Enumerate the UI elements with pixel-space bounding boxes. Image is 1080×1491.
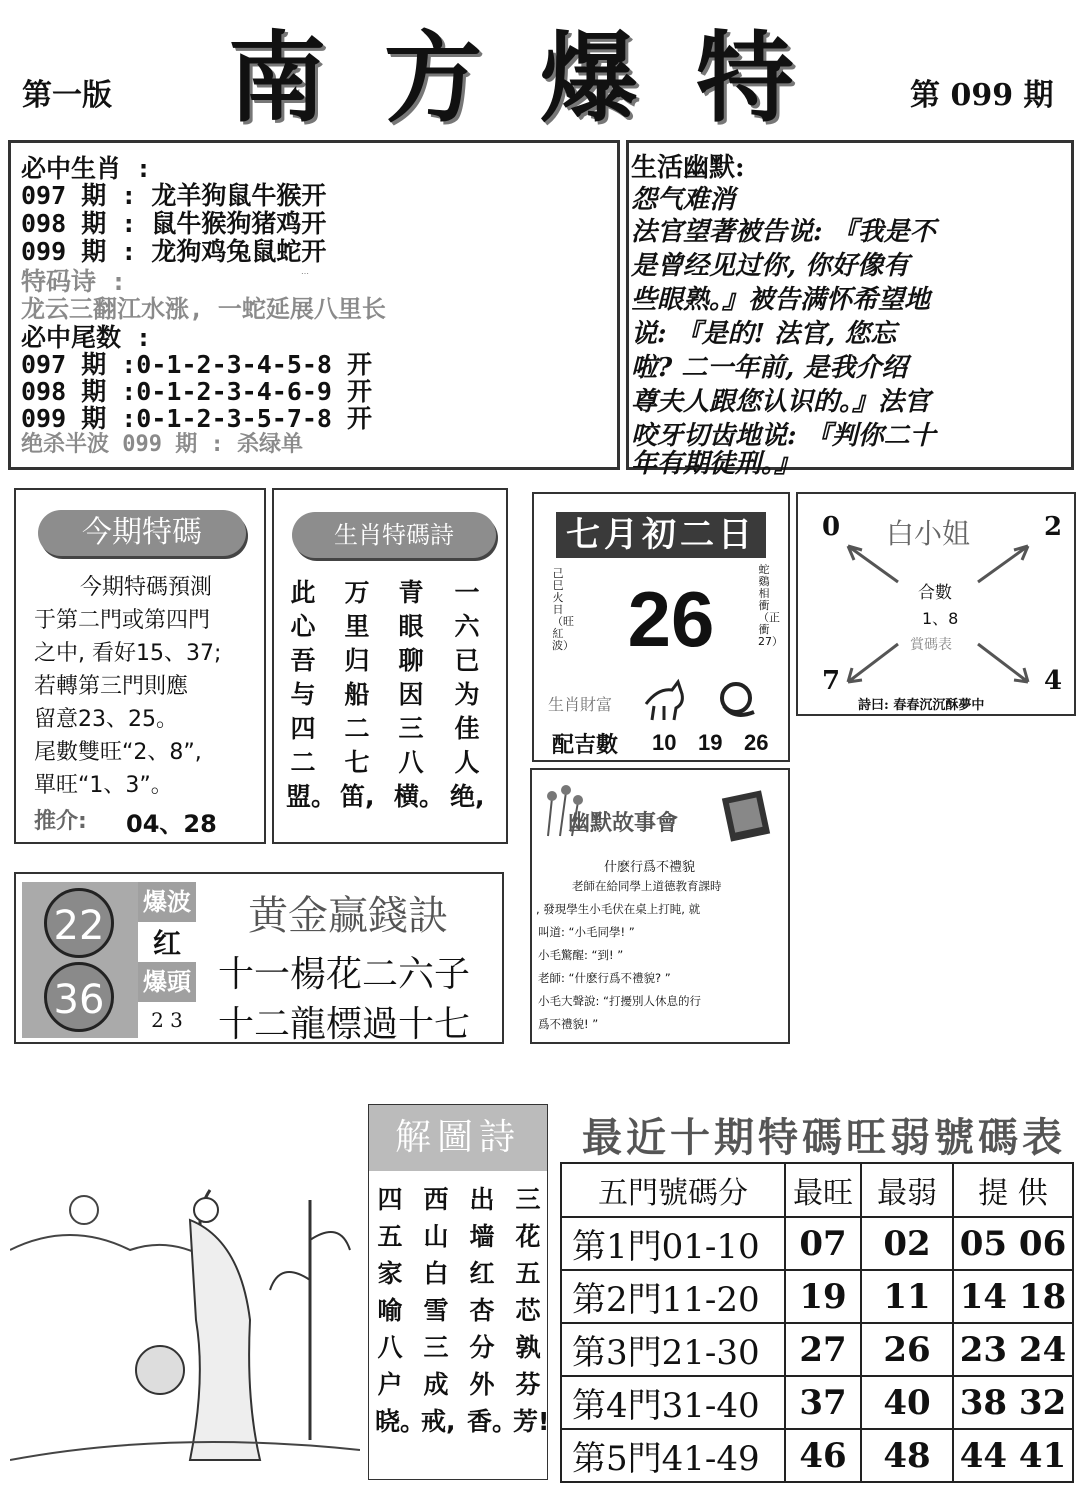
table-cell: 46 [785,1429,861,1482]
story-line: 小毛驚醒: “到! ” [538,948,624,962]
tail-line: 098 期 :0-1-2-3-4-6-9 开 [21,377,373,406]
humor-line: 怨气难消 [631,185,736,215]
zodiac-poem-box [272,488,508,844]
story-line: 爲不禮貌! ” [538,1017,599,1031]
miss-bai-poem: 詩曰: 春春沉沉酥夢中 [858,698,985,713]
tail-line: 099 期 :0-1-2-3-5-7-8 开 [21,404,373,433]
story-line: 叫道: “小毛同學! ” [538,925,635,939]
issue-number: 第 099 期 [910,78,1054,113]
story-heading: 幽默故事會 [568,810,679,836]
miss-bai-box [796,492,1076,716]
table-row [561,1270,1073,1323]
prediction-line: 若轉第三門則應 [34,674,189,699]
corner-number: 0 [822,512,841,542]
poem-text: 龙云三翻江水涨, 一蛇延展八里长 [21,295,386,323]
zodiac-title: 必中生肖 : [21,154,152,183]
table-cell: 第5門41-49 [561,1429,785,1482]
calendar-header: 七月初二日 [556,512,766,558]
number-circle: 22 [44,888,114,958]
humor-line: 些眼熟。』被告满怀希望地 [631,285,931,315]
wave-color: 红 [152,927,181,960]
corner-number: 4 [1044,666,1063,696]
prediction-line: 留意23、25。 [34,707,178,732]
sub-label: 賞碼表 [910,637,952,653]
table-header: 五門號碼分 [561,1163,785,1217]
sum-label: 合數 [918,583,952,603]
calendar-left-note: 己巳火日（旺紅波） [552,567,574,652]
humor-line: 说: 『是的! 法官, 您忘 [631,319,897,349]
miss-bai-title: 白小姐 [886,517,971,550]
calendar-day: 26 [627,575,715,663]
poem-column: 青眼聊因三八横。 [394,578,445,811]
table-cell: 07 [785,1217,861,1270]
riddle-column: 出墙红杏分外香。 [467,1185,518,1436]
table-cell: 02 [861,1217,953,1270]
table-row [561,1323,1073,1376]
zodiac-box [8,140,620,470]
table-cell: 19 [785,1270,861,1323]
this-issue-box [14,488,266,844]
this-issue-heading: 今期特碼 [38,510,246,556]
prediction-line: 于第二門或第四門 [34,608,211,633]
humor-line: 法官望著被告说: 『我是不 [631,217,936,247]
calendar-right-note: 蛇鷄相衝（正衝27） [758,563,783,648]
number-circle: 36 [44,962,114,1032]
edition-label: 第一版 [22,78,112,113]
humor-heading: 生活幽默: [631,153,745,183]
gold-line: 十一楊花二六子 [218,954,471,995]
prediction-line: 單旺“1、3”。 [34,773,173,798]
humor-line: 年有期徒刑。』 [631,449,801,479]
humor-line: 咬牙切齿地说: 『判你二十 [631,421,936,451]
poem-column: 此心吾与四二盟。 [286,578,337,811]
scholar-illustration [10,1180,360,1480]
lucky-number: 10 [652,730,677,755]
humor-line: 是曾经见过你, 你好像有 [631,251,910,281]
fine-print: … [301,267,309,276]
head-digits: 2 3 [151,1008,183,1032]
riddle-column: 三花五芯孰芬芳! [513,1185,550,1436]
horse-snake-icon [638,674,778,724]
story-box [530,768,790,1044]
recommend-value: 04、28 [126,810,217,838]
story-title: 什麽行爲不禮貌 [604,860,696,875]
zodiac-line: 099 期 : 龙狗鸡兔鼠蛇开 [21,237,327,266]
corner-number: 7 [822,666,841,696]
table-cell: 48 [861,1429,953,1482]
table-cell: 40 [861,1376,953,1429]
tail-title: 必中尾数 : [21,323,152,352]
table-cell: 37 [785,1376,861,1429]
riddle-box [368,1104,548,1480]
riddle-column: 西山白雪三成戒, [421,1185,456,1436]
prediction-line: 今期特碼預測 [80,575,213,600]
table-row [561,1217,1073,1270]
story-line: 老師在給同學上道德教育課時 [572,879,722,893]
lucky-label: 配吉數 [552,732,619,758]
tail-line: 097 期 :0-1-2-3-4-5-8 开 [21,350,373,379]
lucky-number: 26 [744,730,769,755]
poem-column: 一六已为佳人绝, [450,578,485,811]
poem-column: 万里归船二七笛, [340,578,375,811]
table-header-row [561,1163,1073,1217]
table-cell: 38 32 [953,1376,1073,1429]
lucky-number: 19 [698,730,723,755]
humor-line: 啦? 二一年前, 是我介绍 [631,353,908,383]
table-row [561,1429,1073,1482]
table-cell: 14 18 [953,1270,1073,1323]
calendar-caption: 生肖財富 [548,695,613,714]
story-line: , 發現學生小毛伏在桌上打盹, 就 [536,902,701,916]
humor-box [626,140,1074,479]
sum-value: 1、8 [922,609,959,628]
corner-number: 2 [1044,512,1063,542]
calendar-box [532,492,790,762]
zodiac-poem-heading: 生肖特碼詩 [292,512,496,558]
poem-title: 特码诗 : [21,267,127,296]
gold-box [14,872,504,1044]
zodiac-line: 097 期 : 龙羊狗鼠牛猴开 [21,181,327,210]
riddle-heading: 解圖詩 [369,1105,547,1171]
table-cell: 27 [785,1323,861,1376]
table-cell: 26 [861,1323,953,1376]
story-line: 老師: “什麽行爲不禮貌? ” [538,971,671,985]
table-cell: 第3門21-30 [561,1323,785,1376]
recommend-label: 推介: [34,809,87,834]
number-table [560,1162,1074,1483]
head-tag: 爆頭 [138,962,196,1002]
table-cell: 05 06 [953,1217,1073,1270]
riddle-column: 四五家喻八户晓。 [375,1185,426,1436]
gold-title: 黄金赢錢訣 [248,893,448,939]
gold-line: 十二龍標過十七 [218,1004,471,1045]
humor-line: 尊夫人跟您认识的。』法官 [631,387,931,417]
table-cell: 第4門31-40 [561,1376,785,1429]
table-header: 最弱 [861,1163,953,1217]
book-icon [718,784,778,844]
newspaper-title: 南方爆特 [228,21,853,136]
table-cell: 第2門11-20 [561,1270,785,1323]
table-cell: 23 24 [953,1323,1073,1376]
story-line: 小毛大聲說: “打擾別人休息的行 [538,994,701,1008]
table-row [561,1376,1073,1429]
kill-line: 绝杀半波 099 期 : 杀绿单 [21,432,303,457]
table-title: 最近十期特碼旺弱號碼表 [582,1114,1066,1161]
prediction-line: 之中, 看好15、37; [34,641,222,666]
table-cell: 11 [861,1270,953,1323]
prediction-line: 尾數雙旺“2、8”, [34,740,202,765]
zodiac-line: 098 期 : 鼠牛猴狗猪鸡开 [21,209,327,238]
table-cell: 44 41 [953,1429,1073,1482]
table-cell: 第1門01-10 [561,1217,785,1270]
table-header: 最旺 [785,1163,861,1217]
wave-tag: 爆波 [138,882,196,922]
table-header: 提 供 [953,1163,1073,1217]
